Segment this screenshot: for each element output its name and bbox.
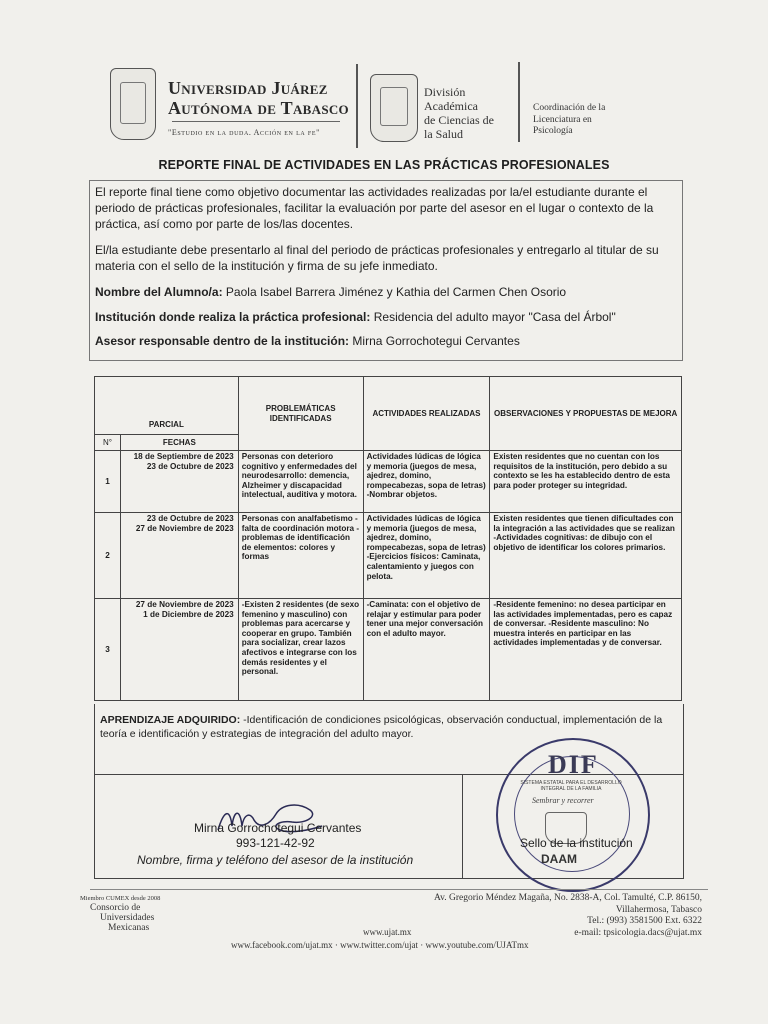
institution-field bbox=[95, 310, 616, 324]
division-name-line: Académica bbox=[424, 99, 478, 113]
header-activities: ACTIVIDADES REALIZADAS bbox=[363, 377, 490, 451]
stamp-small-text: SISTEMA ESTATAL PARA EL DESARROLLO INTEGRAL DE LA FAMILIA bbox=[520, 780, 622, 792]
header-num: N° bbox=[95, 435, 121, 451]
row-dates bbox=[120, 513, 238, 599]
division-name bbox=[424, 85, 494, 141]
header-dates: FECHAS bbox=[120, 435, 238, 451]
institution-label: Institución donde realiza la práctica profesional: bbox=[95, 310, 371, 324]
student-field bbox=[95, 285, 566, 299]
institution-value: Residencia del adulto mayor "Casa del Árbol" bbox=[373, 310, 616, 324]
learning-label: APRENDIZAJE ADQUIRIDO: bbox=[100, 714, 241, 726]
intro-paragraph-2: El/la estudiante debe presentarlo al final del periodo de prácticas profesionales y entregarlo al titular de su materia con el sello de la institución y firma de su jefe inmediato. bbox=[95, 243, 659, 273]
header-divider-2 bbox=[518, 62, 520, 142]
footer-website[interactable]: www.ujat.mx bbox=[363, 927, 412, 937]
signature-divider bbox=[462, 774, 463, 878]
coordination-line: Psicología bbox=[533, 126, 573, 136]
division-name-line: División bbox=[424, 85, 466, 99]
learning-value: -Identificación de condiciones psicológicas, observación conductual, implementación de la teoría e identificación y estrategias de integración del adulto mayor. bbox=[100, 714, 663, 740]
row-problems: Personas con deterioro cognitivo y enfermedades del neurodesarrollo: demencia, Alzheimer y discapacidad intelectual, auditiva y motora. bbox=[238, 451, 363, 513]
row-dates bbox=[120, 599, 238, 701]
header-parcial: PARCIAL bbox=[95, 377, 239, 435]
university-name-line1: Universidad Juárez bbox=[168, 78, 328, 98]
row-observations: Existen residentes que no cuentan con los requisitos de la institución, pero debido a su contexto se les ha establecido dentro de esta para poder proteger su integridad. bbox=[490, 451, 682, 513]
row-number: 3 bbox=[95, 599, 121, 701]
advisor-label: Asesor responsable dentro de la institución: bbox=[95, 334, 350, 348]
learning-text bbox=[100, 713, 678, 741]
row-date-end: 27 de Noviembre de 2023 bbox=[135, 523, 234, 533]
row-observations: Existen residentes que tienen dificultades con la integración a las actividades que se realizan -Actividades cognitivas: de dibujo con el objetivo de identificar los colores primarios. bbox=[490, 513, 682, 599]
header-problems: PROBLEMÁTICAS IDENTIFICADAS bbox=[238, 377, 363, 451]
stamp-script-text: Sembrar y recorrer bbox=[532, 796, 594, 805]
row-problems: Personas con analfabetismo -falta de coordinación motora -problemas de identificación de elementos: colores y formas bbox=[238, 513, 363, 599]
coordination-line: Licenciatura en bbox=[533, 114, 592, 125]
address-line: e-mail: tpsicologia.dacs@ujat.mx bbox=[574, 927, 702, 938]
stamp-unit: DAAM bbox=[541, 852, 577, 866]
row-dates bbox=[120, 451, 238, 513]
table-row bbox=[95, 599, 682, 701]
footer-divider bbox=[90, 889, 708, 890]
division-crest-logo bbox=[370, 74, 418, 142]
table-row bbox=[95, 513, 682, 599]
division-name-line: de Ciencias de bbox=[424, 113, 494, 127]
stamp-label: Sello de la institución bbox=[520, 836, 633, 850]
address-line: Tel.: (993) 3581500 Ext. 6322 bbox=[587, 916, 702, 926]
row-date-start: 23 de Octubre de 2023 bbox=[146, 514, 234, 523]
advisor-value: Mirna Gorrochotegui Cervantes bbox=[352, 334, 520, 348]
division-name-line: la Salud bbox=[424, 127, 463, 141]
advisor-phone: 993-121-42-92 bbox=[236, 836, 315, 850]
footer-address bbox=[434, 893, 702, 939]
consorcio-line: Universidades bbox=[100, 913, 155, 923]
university-name-line2: Autónoma de Tabasco bbox=[168, 98, 349, 118]
intro-paragraph-1: El reporte final tiene como objetivo documentar las actividades realizadas por la/el estudiante durante el periodo de prácticas profesionales, facilitar la evaluación por parte del asesor en el lugar o contexto de la práctica, así como por parte de los/las docentes. bbox=[95, 185, 654, 231]
row-problems: -Existen 2 residentes (de sexo femenino y masculino) con problemas para acercarse y cooperar en grupo. También para socializar, crear lazos afectivos e integrarse con los demás residentes y el personal. bbox=[238, 599, 363, 701]
advisor-signature-name: Mirna Gorrochotegui Cervantes bbox=[194, 821, 362, 835]
cumex-member-text: Miembro CUMEX desde 2008 bbox=[80, 895, 161, 902]
activities-table bbox=[94, 376, 682, 701]
row-activities: Actividades lúdicas de lógica y memoria (juegos de mesa, ajedrez, domino, rompecabezas, sopa de letras) -Nombrar objetos. bbox=[363, 451, 490, 513]
student-label: Nombre del Alumno/a: bbox=[95, 285, 223, 299]
motto-divider bbox=[172, 121, 340, 122]
address-line: Villahermosa, Tabasco bbox=[615, 904, 702, 915]
row-activities: Actividades lúdicas de lógica y memoria (juegos de mesa, ajedrez, domino, rompecabezas, sopa de letras) -Ejercicios físicos: Caminata, calentamiento y juegos con pelota. bbox=[363, 513, 490, 599]
row-date-end: 1 de Diciembre de 2023 bbox=[143, 609, 234, 619]
row-date-start: 18 de Septiembre de 2023 bbox=[133, 452, 234, 461]
address-line: Av. Gregorio Méndez Magaña, No. 2838-A, Col. Tamulté, C.P. 86150, bbox=[433, 893, 702, 903]
header-observations: OBSERVACIONES Y PROPUESTAS DE MEJORA bbox=[490, 377, 682, 451]
coordination-line: Coordinación de la bbox=[533, 103, 606, 113]
row-number: 2 bbox=[95, 513, 121, 599]
stamp-dif-logo: DIF bbox=[548, 750, 599, 779]
row-date-end: 23 de Octubre de 2023 bbox=[146, 461, 234, 471]
coordination-name bbox=[533, 103, 605, 138]
row-number: 1 bbox=[95, 451, 121, 513]
table-header-row bbox=[95, 377, 682, 435]
row-activities: -Caminata: con el objetivo de relajar y estimular para poder tener una mejor conversación con el adulto mayor. bbox=[363, 599, 490, 701]
student-value: Paola Isabel Barrera Jiménez y Kathia del Carmen Chen Osorio bbox=[225, 285, 567, 299]
consorcio-line: Mexicanas bbox=[108, 923, 150, 933]
footer-social-links[interactable]: www.facebook.com/ujat.mx · www.twitter.com/ujat · www.youtube.com/UJATmx bbox=[231, 940, 529, 950]
consorcio-line: Consorcio de bbox=[90, 903, 141, 913]
row-date-start: 27 de Noviembre de 2023 bbox=[135, 600, 234, 609]
advisor-field bbox=[95, 334, 520, 348]
consorcio-logo bbox=[90, 903, 154, 933]
university-motto: "Estudio en la duda. Acción en la fe" bbox=[168, 128, 320, 137]
document-title: REPORTE FINAL DE ACTIVIDADES EN LAS PRÁCTICAS PROFESIONALES bbox=[158, 158, 610, 172]
header-divider-1 bbox=[356, 64, 358, 148]
row-observations: -Residente femenino: no desea participar en las actividades implementadas, pero es capaz de conversar. -Residente masculino: No muestra interés en participar en las actividades implementadas y de conversar. bbox=[490, 599, 682, 701]
table-row bbox=[95, 451, 682, 513]
signature-caption: Nombre, firma y teléfono del asesor de la institución bbox=[137, 853, 414, 867]
university-crest-logo bbox=[110, 68, 156, 140]
